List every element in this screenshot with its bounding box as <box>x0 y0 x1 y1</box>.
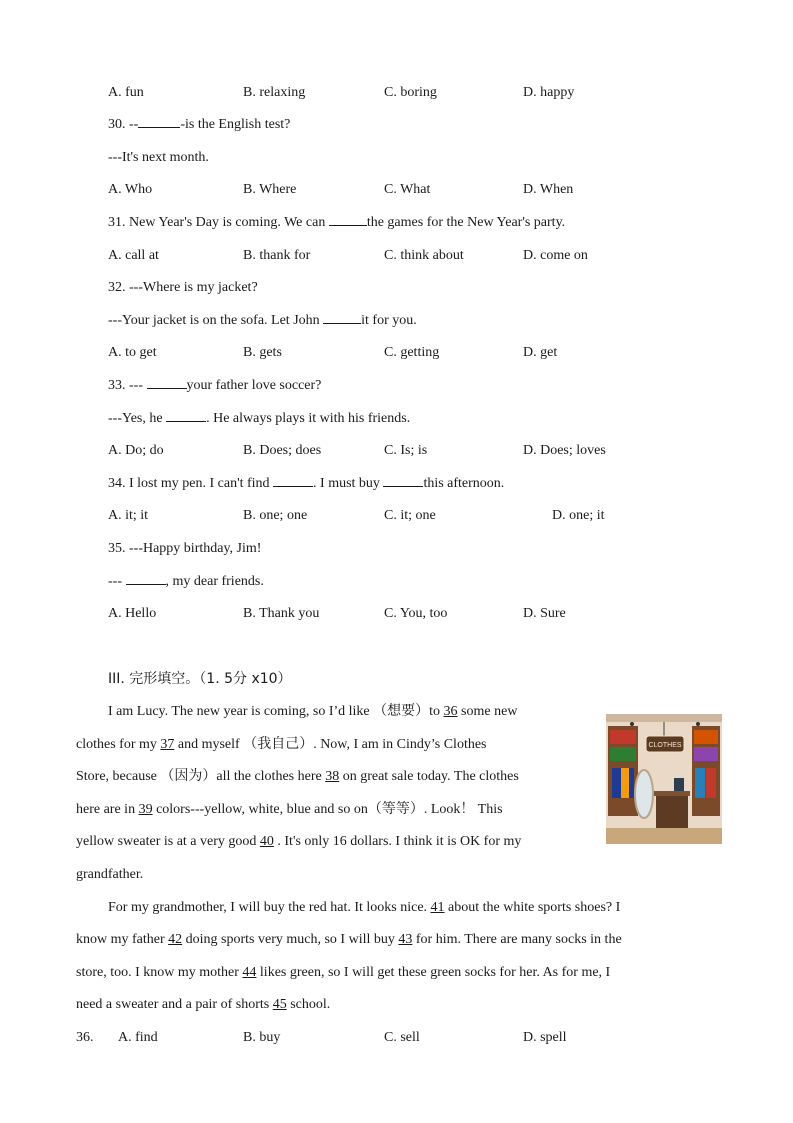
q35-option-d: D. Sure <box>523 606 566 621</box>
q35-line2: --- , my dear friends. <box>108 574 264 589</box>
q36-option-d: D. spell <box>523 1030 567 1045</box>
q32-option-d: D. get <box>523 345 558 360</box>
q33-option-d: D. Does; loves <box>523 443 606 458</box>
q35-option-b: B. Thank you <box>243 606 320 621</box>
q35-option-a: A. Hello <box>108 606 157 621</box>
q29-option-a: A. fun <box>108 85 144 100</box>
passage-line-7: For my grandmother, I will buy the red hat. It looks nice. 41 about the white sports shoes? I <box>108 900 621 915</box>
q34-option-c: C. it; one <box>384 508 436 523</box>
q31-option-a: A. call at <box>108 248 159 263</box>
q31-stem: 31. New Year's Day is coming. We can the games for the New Year's party. <box>108 215 566 230</box>
q31-option-b: B. thank for <box>243 248 311 263</box>
blank-43: 43 <box>398 932 413 947</box>
section-title: III. 完形填空。（1. 5分 x10） <box>108 671 292 687</box>
q30-option-b: B. Where <box>243 182 297 197</box>
q35-option-c: C. You, too <box>384 606 448 621</box>
blank-37: 37 <box>160 737 175 752</box>
q33-option-a: A. Do; do <box>108 443 164 458</box>
q29-option-c: C. boring <box>384 85 437 100</box>
blank-36: 36 <box>443 704 458 719</box>
store-sign: CLOTHES <box>648 742 682 749</box>
q36-option-b: B. buy <box>243 1030 281 1045</box>
passage-line-10: need a sweater and a pair of shorts 45 school. <box>76 997 331 1012</box>
q35-stem: 35. ---Happy birthday, Jim! <box>108 541 262 556</box>
passage-line-3: Store, because （因为）all the clothes here 38 on great sale today. The clothes <box>76 769 519 784</box>
blank-44: 44 <box>242 965 257 980</box>
q29-option-d: D. happy <box>523 85 575 100</box>
q32-option-c: C. getting <box>384 345 440 360</box>
q31-option-d: D. come on <box>523 248 588 263</box>
passage-line-6: grandfather. <box>76 867 144 882</box>
q30-option-c: C. What <box>384 182 431 197</box>
q30-answer-line: ---It's next month. <box>108 150 209 165</box>
q33-stem: 33. --- your father love soccer? <box>108 378 322 393</box>
clothes-store-illustration <box>606 714 722 844</box>
blank-45: 45 <box>272 997 287 1012</box>
q31-option-c: C. think about <box>384 248 464 263</box>
q34-option-d: D. one; it <box>552 508 605 523</box>
passage-line-1: I am Lucy. The new year is coming, so I’d like （想要）to 36 some new <box>108 704 518 719</box>
blank-41: 41 <box>430 900 445 915</box>
passage-line-8: know my father 42 doing sports very much, so I will buy 43 for him. There are many socks in the <box>76 932 622 947</box>
q32-option-a: A. to get <box>108 345 157 360</box>
q33-option-b: B. Does; does <box>243 443 322 458</box>
q34-stem: 34. I lost my pen. I can't find . I must buy this afternoon. <box>108 476 505 491</box>
blank-38: 38 <box>325 769 340 784</box>
q36-option-a: A. find <box>118 1030 158 1045</box>
blank-40: 40 <box>259 834 274 849</box>
passage-line-5: yellow sweater is at a very good 40 . It's only 16 dollars. I think it is OK for my <box>76 834 522 849</box>
passage-line-9: store, too. I know my mother 44 likes green, so I will get these green socks for her. As for me, I <box>76 965 611 980</box>
q30-stem: 30. -- -is the English test? <box>108 117 291 132</box>
q30-option-a: A. Who <box>108 182 153 197</box>
blank-42: 42 <box>168 932 183 947</box>
passage-line-2: clothes for my 37 and myself （我自己）. Now, I am in Cindy’s Clothes <box>76 737 487 752</box>
q33-line2: ---Yes, he . He always plays it with his friends. <box>108 411 411 426</box>
q32-stem: 32. ---Where is my jacket? <box>108 280 258 295</box>
q32-option-b: B. gets <box>243 345 282 360</box>
passage-line-4: here are in 39 colors---yellow, white, blue and so on（等等）. Look！ This <box>76 802 503 817</box>
q30-option-d: D. When <box>523 182 574 197</box>
q32-line2: ---Your jacket is on the sofa. Let John it for you. <box>108 313 417 328</box>
q34-option-b: B. one; one <box>243 508 308 523</box>
blank-39: 39 <box>138 802 153 817</box>
q34-option-a: A. it; it <box>108 508 149 523</box>
q29-option-b: B. relaxing <box>243 85 306 100</box>
q36-option-c: C. sell <box>384 1030 420 1045</box>
q36-number: 36. <box>76 1030 94 1045</box>
q33-option-c: C. Is; is <box>384 443 428 458</box>
